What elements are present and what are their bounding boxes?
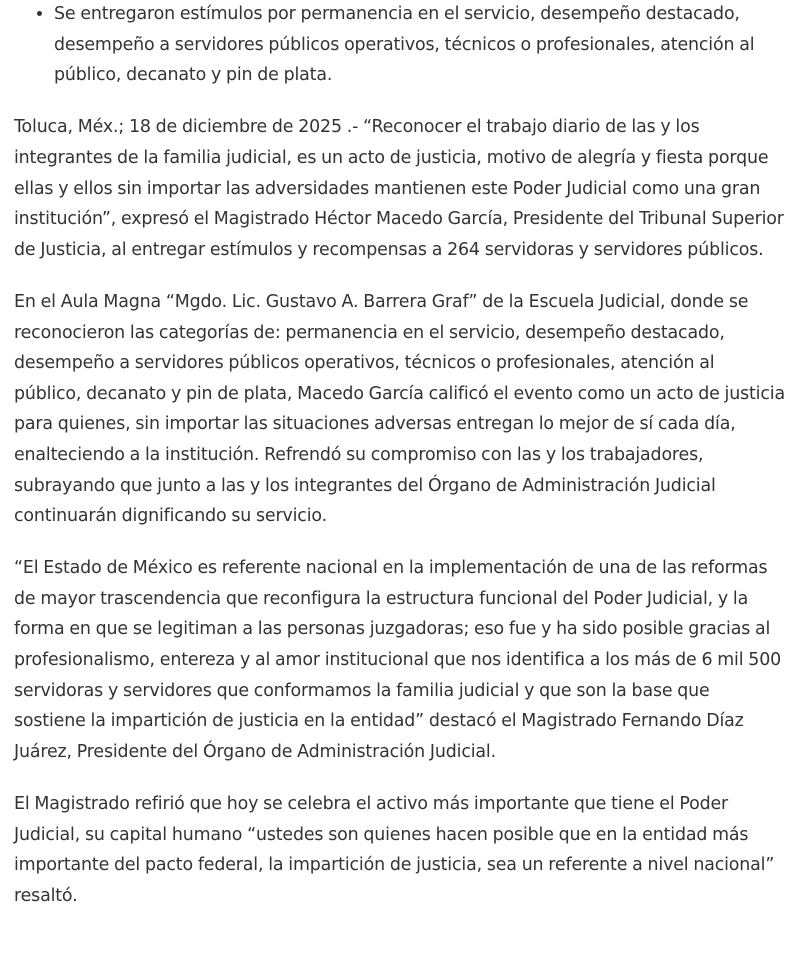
article-paragraph-lead: Toluca, Méx.; 18 de diciembre de 2025 .- “Reconocer el trabajo diario de las y los integrantes de la familia judicial, es un acto de justicia, motivo de alegría y fiesta porque ellas y ellos sin importar las adversidades mantienen este Poder Judicial como una gran institución”, expresó el Magistrado Héctor Macedo García, Presidente del Tribunal Superior de Justicia, al entregar estímulos y recompensas a 264 servidoras y servidores públicos. bbox=[14, 117, 784, 260]
article-paragraph: En el Aula Magna “Mgdo. Lic. Gustavo A. Barrera Graf” de la Escuela Judicial, donde se reconocieron las categorías de: permanencia en el servicio, desempeño destacado, desempeño a servidores públicos operativos, técnicos o profesionales, atención al público, decanato y pin de plata, Macedo García calificó el evento como un acto de justicia para quienes, sin importar las situaciones adversas entregan lo mejor de sí cada día, enalteciendo a la institución. Refrendó su compromiso con las y los trabajadores, subrayando que junto a las y los integrantes del Órgano de Administración Judicial continuarán dignificando su servicio. bbox=[14, 291, 785, 527]
summary-bullet-list bbox=[14, 0, 786, 91]
article-paragraph: “El Estado de México es referente nacional en la implementación de una de las reformas de mayor trascendencia que reconfigura la estructura funcional del Poder Judicial, y la forma en que se legitiman a las personas juzgadoras; eso fue y ha sido posible gracias al profesionalismo, entereza y al amor institucional que nos identifica a los más de 6 mil 500 servidoras y servidores que conformamos la familia judicial y que son la base que sostiene la impartición de justicia en la entidad” destacó el Magistrado Fernando Díaz Juárez, Presidente del Órgano de Administración Judicial. bbox=[14, 558, 782, 762]
article-paragraph: El Magistrado refirió que hoy se celebra el activo más importante que tiene el Poder Judicial, su capital humano “ustedes son quienes hacen posible que en la entidad más importante del pacto federal, la impartición de justicia, sea un referente a nivel nacional” resaltó. bbox=[14, 794, 775, 906]
summary-block bbox=[14, 0, 786, 91]
summary-bullet-item: • Se entregaron estímulos por permanencia en el servicio, desempeño destacado, desempeño a servidores públicos operativos, técnicos o profesionales, atención al público, decanato y pin de plata. bbox=[54, 0, 786, 91]
